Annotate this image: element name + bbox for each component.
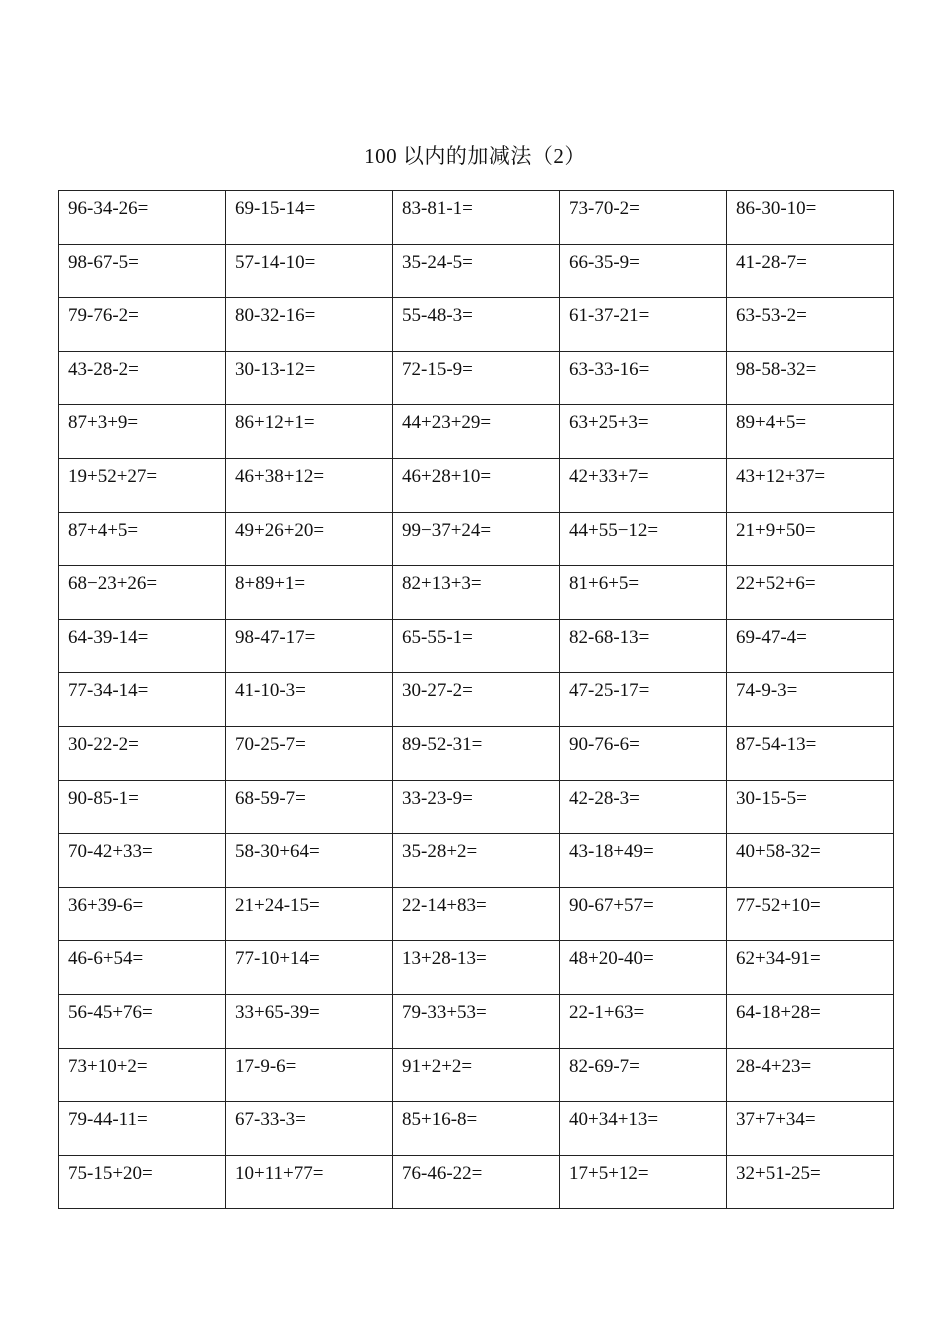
- problem-cell: [226, 1155, 393, 1209]
- problem-expression: 76-46-22=: [402, 1162, 483, 1184]
- problem-expression: 87+4+5=: [68, 519, 139, 541]
- problem-cell: [560, 726, 727, 780]
- problem-expression: 21+24-15=: [235, 894, 320, 916]
- problem-cell: [727, 1102, 894, 1156]
- problem-cell: [560, 405, 727, 459]
- problem-cell: [560, 191, 727, 245]
- problem-cell: [727, 351, 894, 405]
- problem-cell: [59, 351, 226, 405]
- problem-cell: [393, 726, 560, 780]
- problem-expression: 98-67-5=: [68, 251, 139, 273]
- problem-cell: [226, 726, 393, 780]
- table-row: [59, 887, 894, 941]
- table-row: [59, 298, 894, 352]
- problem-cell: [560, 619, 727, 673]
- problem-cell: [393, 887, 560, 941]
- problem-expression: 46+28+10=: [402, 465, 492, 487]
- problem-expression: 10+11+77=: [235, 1162, 324, 1184]
- problem-expression: 67-33-3=: [235, 1109, 306, 1131]
- problem-cell: [560, 351, 727, 405]
- problem-expression: 19+52+27=: [68, 465, 158, 487]
- problem-cell: [393, 941, 560, 995]
- problem-expression: 57-14-10=: [235, 251, 316, 273]
- table-row: [59, 619, 894, 673]
- problem-cell: [59, 1048, 226, 1102]
- problem-cell: [226, 1048, 393, 1102]
- table-row: [59, 512, 894, 566]
- problem-cell: [59, 244, 226, 298]
- problem-cell: [727, 1155, 894, 1209]
- problem-expression: 77-10+14=: [235, 948, 320, 970]
- problem-cell: [727, 191, 894, 245]
- problem-cell: [59, 566, 226, 620]
- problem-expression: 33-23-9=: [402, 787, 473, 809]
- problem-expression: 58-30+64=: [235, 841, 320, 863]
- problem-expression: 63-33-16=: [569, 358, 650, 380]
- problem-expression: 75-15+20=: [68, 1162, 153, 1184]
- problem-cell: [59, 619, 226, 673]
- problem-cell: [393, 244, 560, 298]
- problem-cell: [226, 1102, 393, 1156]
- problem-expression: 82-68-13=: [569, 626, 650, 648]
- problem-cell: [226, 298, 393, 352]
- problem-expression: 90-76-6=: [569, 733, 640, 755]
- problem-cell: [393, 351, 560, 405]
- problem-cell: [560, 512, 727, 566]
- problem-cell: [226, 458, 393, 512]
- problem-expression: 55-48-3=: [402, 305, 473, 327]
- problem-expression: 35-28+2=: [402, 841, 478, 863]
- problem-cell: [727, 458, 894, 512]
- problem-expression: 85+16-8=: [402, 1109, 478, 1131]
- problem-expression: 82+13+3=: [402, 573, 482, 595]
- table-row: [59, 834, 894, 888]
- problem-expression: 79-44-11=: [68, 1109, 148, 1131]
- problem-expression: 63-53-2=: [736, 305, 807, 327]
- table-row: [59, 1048, 894, 1102]
- problem-expression: 43-28-2=: [68, 358, 139, 380]
- table-row: [59, 780, 894, 834]
- table-row: [59, 351, 894, 405]
- table-row: [59, 673, 894, 727]
- problem-cell: [560, 780, 727, 834]
- problem-cell: [226, 834, 393, 888]
- problem-cell: [59, 191, 226, 245]
- problem-cell: [226, 941, 393, 995]
- problem-expression: 42+33+7=: [569, 465, 649, 487]
- problem-expression: 68−23+26=: [68, 573, 158, 595]
- problem-expression: 73+10+2=: [68, 1055, 148, 1077]
- problem-expression: 56-45+76=: [68, 1001, 153, 1023]
- problem-expression: 35-24-5=: [402, 251, 473, 273]
- problem-expression: 82-69-7=: [569, 1055, 640, 1077]
- problem-cell: [393, 458, 560, 512]
- problem-expression: 83-81-1=: [402, 198, 473, 219]
- problem-cell: [393, 298, 560, 352]
- problem-cell: [59, 887, 226, 941]
- problem-expression: 70-25-7=: [235, 733, 306, 755]
- problem-cell: [226, 673, 393, 727]
- problem-cell: [727, 673, 894, 727]
- problem-cell: [59, 834, 226, 888]
- problem-cell: [226, 512, 393, 566]
- problem-cell: [393, 566, 560, 620]
- problem-table: [58, 190, 894, 1209]
- problem-cell: [727, 512, 894, 566]
- problem-expression: 90-85-1=: [68, 787, 139, 809]
- problem-expression: 30-13-12=: [235, 358, 316, 380]
- problem-cell: [393, 1155, 560, 1209]
- problem-cell: [560, 673, 727, 727]
- problem-cell: [393, 405, 560, 459]
- problem-expression: 46+38+12=: [235, 465, 325, 487]
- problem-cell: [560, 887, 727, 941]
- problem-cell: [393, 512, 560, 566]
- table-row: [59, 1102, 894, 1156]
- problem-cell: [226, 566, 393, 620]
- problem-cell: [59, 1155, 226, 1209]
- problem-cell: [727, 244, 894, 298]
- problem-cell: [59, 512, 226, 566]
- table-row: [59, 994, 894, 1048]
- problem-cell: [727, 298, 894, 352]
- problem-cell: [59, 298, 226, 352]
- problem-expression: 96-34-26=: [68, 198, 149, 219]
- problem-expression: 73-70-2=: [569, 198, 640, 219]
- problem-cell: [560, 994, 727, 1048]
- problem-expression: 64-18+28=: [736, 1001, 821, 1023]
- problem-cell: [727, 780, 894, 834]
- problem-cell: [226, 405, 393, 459]
- problem-expression: 65-55-1=: [402, 626, 473, 648]
- problem-cell: [560, 244, 727, 298]
- problem-cell: [393, 191, 560, 245]
- problem-expression: 32+51-25=: [736, 1162, 821, 1184]
- problem-cell: [393, 1102, 560, 1156]
- problem-cell: [59, 994, 226, 1048]
- problem-expression: 28-4+23=: [736, 1055, 812, 1077]
- problem-expression: 36+39-6=: [68, 894, 144, 916]
- problem-table-body: [59, 191, 894, 1209]
- problem-cell: [226, 619, 393, 673]
- problem-cell: [226, 191, 393, 245]
- problem-expression: 47-25-17=: [569, 680, 650, 702]
- problem-cell: [59, 458, 226, 512]
- problem-expression: 48+20-40=: [569, 948, 654, 970]
- problem-expression: 44+55−12=: [569, 519, 659, 541]
- problem-expression: 21+9+50=: [736, 519, 816, 541]
- problem-expression: 62+34-91=: [736, 948, 821, 970]
- problem-expression: 22-1+63=: [569, 1001, 645, 1023]
- problem-cell: [226, 887, 393, 941]
- problem-expression: 13+28-13=: [402, 948, 487, 970]
- problem-expression: 86+12+1=: [235, 412, 315, 434]
- problem-expression: 70-42+33=: [68, 841, 153, 863]
- problem-cell: [59, 1102, 226, 1156]
- problem-expression: 8+89+1=: [235, 573, 306, 595]
- problem-cell: [226, 780, 393, 834]
- problem-cell: [560, 1048, 727, 1102]
- problem-expression: 66-35-9=: [569, 251, 640, 273]
- problem-cell: [560, 566, 727, 620]
- problem-expression: 77-52+10=: [736, 894, 821, 916]
- problem-expression: 22+52+6=: [736, 573, 816, 595]
- problem-expression: 89-52-31=: [402, 733, 483, 755]
- problem-expression: 44+23+29=: [402, 412, 492, 434]
- problem-expression: 30-15-5=: [736, 787, 807, 809]
- problem-expression: 79-33+53=: [402, 1001, 487, 1023]
- problem-expression: 89+4+5=: [736, 412, 807, 434]
- problem-expression: 69-47-4=: [736, 626, 807, 648]
- problem-cell: [393, 994, 560, 1048]
- problem-cell: [59, 673, 226, 727]
- problem-cell: [727, 405, 894, 459]
- problem-cell: [226, 351, 393, 405]
- table-row: [59, 458, 894, 512]
- problem-cell: [59, 780, 226, 834]
- problem-expression: 42-28-3=: [569, 787, 640, 809]
- page-title: 100 以内的加减法（2）: [364, 144, 586, 168]
- problem-expression: 91+2+2=: [402, 1055, 473, 1077]
- problem-cell: [727, 1048, 894, 1102]
- problem-cell: [393, 1048, 560, 1102]
- problem-expression: 98-58-32=: [736, 358, 817, 380]
- problem-cell: [727, 994, 894, 1048]
- problem-cell: [226, 244, 393, 298]
- problem-expression: 98-47-17=: [235, 626, 316, 648]
- table-row: [59, 726, 894, 780]
- problem-cell: [59, 941, 226, 995]
- table-row: [59, 191, 894, 245]
- problem-cell: [560, 834, 727, 888]
- problem-expression: 43+12+37=: [736, 465, 826, 487]
- problem-expression: 69-15-14=: [235, 198, 316, 219]
- problem-cell: [560, 941, 727, 995]
- problem-expression: 74-9-3=: [736, 680, 798, 702]
- problem-expression: 37+7+34=: [736, 1109, 816, 1131]
- problem-expression: 61-37-21=: [569, 305, 650, 327]
- problem-expression: 22-14+83=: [402, 894, 487, 916]
- problem-expression: 72-15-9=: [402, 358, 473, 380]
- problem-cell: [727, 726, 894, 780]
- problem-cell: [393, 780, 560, 834]
- problem-cell: [560, 1102, 727, 1156]
- problem-expression: 77-34-14=: [68, 680, 149, 702]
- problem-cell: [560, 298, 727, 352]
- problem-cell: [727, 566, 894, 620]
- problem-expression: 30-27-2=: [402, 680, 473, 702]
- problem-cell: [393, 673, 560, 727]
- problem-expression: 86-30-10=: [736, 198, 817, 219]
- problem-cell: [226, 994, 393, 1048]
- problem-expression: 64-39-14=: [68, 626, 149, 648]
- problem-expression: 17+5+12=: [569, 1162, 649, 1184]
- problem-expression: 87+3+9=: [68, 412, 139, 434]
- problem-expression: 33+65-39=: [235, 1001, 320, 1023]
- problem-expression: 49+26+20=: [235, 519, 325, 541]
- problem-expression: 99−37+24=: [402, 519, 492, 541]
- problem-cell: [727, 619, 894, 673]
- problem-expression: 63+25+3=: [569, 412, 649, 434]
- problem-expression: 90-67+57=: [569, 894, 654, 916]
- problem-cell: [393, 834, 560, 888]
- problem-cell: [727, 941, 894, 995]
- problem-expression: 17-9-6=: [235, 1055, 297, 1077]
- problem-expression: 46-6+54=: [68, 948, 144, 970]
- problem-expression: 41-28-7=: [736, 251, 807, 273]
- problem-expression: 79-76-2=: [68, 305, 139, 327]
- problem-expression: 41-10-3=: [235, 680, 306, 702]
- problem-expression: 43-18+49=: [569, 841, 654, 863]
- problem-cell: [59, 726, 226, 780]
- table-row: [59, 941, 894, 995]
- table-row: [59, 244, 894, 298]
- problem-cell: [393, 619, 560, 673]
- problem-cell: [727, 887, 894, 941]
- table-row: [59, 1155, 894, 1209]
- problem-cell: [560, 458, 727, 512]
- problem-cell: [727, 834, 894, 888]
- problem-expression: 40+34+13=: [569, 1109, 659, 1131]
- problem-cell: [560, 1155, 727, 1209]
- table-row: [59, 566, 894, 620]
- problem-expression: 40+58-32=: [736, 841, 821, 863]
- problem-expression: 81+6+5=: [569, 573, 640, 595]
- problem-cell: [59, 405, 226, 459]
- problem-expression: 87-54-13=: [736, 733, 817, 755]
- problem-expression: 68-59-7=: [235, 787, 306, 809]
- problem-expression: 80-32-16=: [235, 305, 316, 327]
- problem-expression: 30-22-2=: [68, 733, 139, 755]
- table-row: [59, 405, 894, 459]
